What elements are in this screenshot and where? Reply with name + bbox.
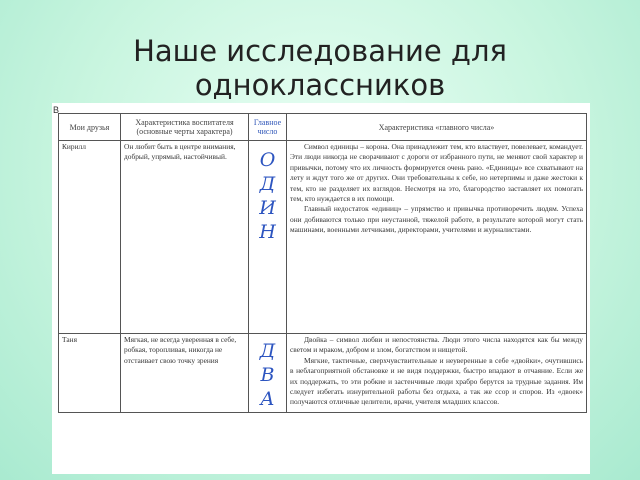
main-number-cell [249,334,287,413]
table-row [59,141,587,334]
friend-name: Таня [59,334,121,413]
number-letter: А [260,388,275,410]
header-number-description: Характеристика «главного числа» [287,114,587,141]
table-header-row [59,114,587,141]
number-letter: Д [259,173,276,195]
number-description [287,334,587,413]
document-image [52,103,590,474]
main-number-cell [249,141,287,334]
number-letter: О [259,149,276,171]
header-traits: Характеристика воспитателя (основные черты характера) [121,114,249,141]
header-friends: Мои друзья [59,114,121,141]
description-paragraph: Мягкие, тактичные, сверхчувствительные и неуверенные в себе «двойки», очутившись в неблагоприятной обстановке и не видя поддержки, быстро впадают в отчаяние. Если же их поддержать, то эти робкие и застенчивые люди храбро берутся за трудные задания. Им следует избегать изнурительной работы без отдыха, а так же ссор и споров. Из «двоек» получаются отличные целители, врачи, учителя младших классов. [290,355,583,407]
number-letter: В [260,364,275,386]
description-paragraph: Двойка – символ любви и непостоянства. Люди этого числа находятся как бы между светом и мраком, добром и злом, богатством и нищетой. [290,335,583,355]
number-description [287,141,587,334]
slide-title: Наше исследование для одноклассников [133,34,507,102]
number-letter: Н [259,221,276,243]
description-paragraph: Главный недостаток «единиц» – упрямство и привычка противоречить людям. Успеха они добиваются только при неустанной, тяжелой работе, в результате которой могут стать машинами, военными летчиками, директорами, учителями и журналистами. [290,204,583,235]
friend-traits: Мягкая, не всегда уверенная в себе, робкая, торопливая, никогда не отстаивает свою точку зрения [121,334,249,413]
friend-traits: Он любит быть в центре внимания, добрый, упрямый, настойчивый. [121,141,249,334]
number-letter: И [259,197,276,219]
header-main-number: Главное число [249,114,287,141]
number-letter: Д [259,340,276,362]
friend-name: Кирилл [59,141,121,334]
description-paragraph: Символ единицы – корона. Она принадлежит тем, кто властвует, повелевает, командует. Эти люди никогда не сворачивают с дороги от избранного пути, не меняют свой характер и привычки, потому что их личность формируется очень рано. «Единицы» все схватывают на лету и ждут того же от других. Они требовательны к себе, но нетерпимы и даже жестоки к тем, кто не разделяет их взглядов. Несмотря на это, благородство заставляет их помогать тем, кто нуждается в их помощи. [290,142,583,204]
table-row [59,334,587,413]
friends-table [58,113,587,413]
corner-mark: В [53,105,60,115]
